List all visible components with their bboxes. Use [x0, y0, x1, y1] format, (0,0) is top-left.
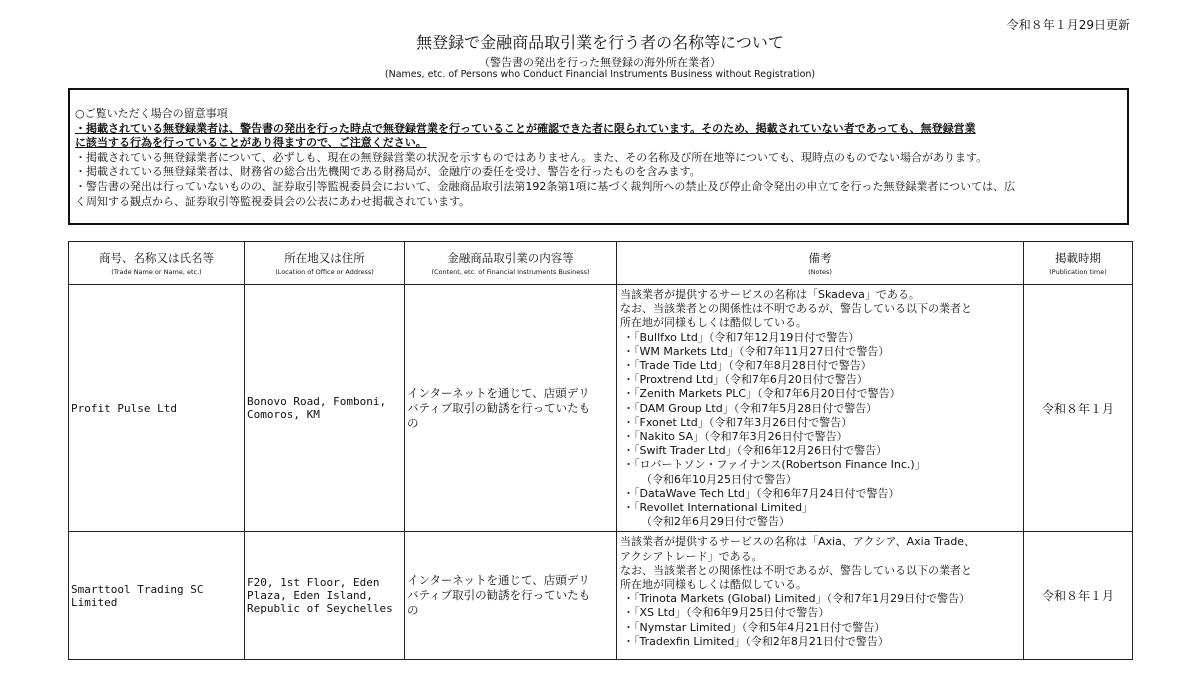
related-business-item: ・「Zenith Markets PLC」（令和7年6月20日付で警告） — [623, 387, 901, 401]
related-business-item: ・「Swift Trader Ltd」（令和6年12月26日付で警告） — [623, 444, 888, 458]
notice-box — [68, 88, 1129, 225]
page-subtitle-english: (Names, etc. of Persons who Conduct Financial Instruments Business without Registration) — [384, 69, 816, 80]
notice-line: に該当する行為を行っていることがあり得ますので、ご注意ください。 — [75, 136, 427, 150]
related-business-item: ・「WM Markets Ltd」（令和7年11月27日付で警告） — [623, 344, 890, 358]
related-business-item: ・「Bullfxo Ltd」（令和7年12月19日付で警告） — [623, 330, 860, 344]
page-title: 無登録で金融商品取引業を行う者の名称等について — [416, 33, 784, 52]
related-business-item: ・「Proxtrend Ltd」（令和7年6月20日付で警告） — [623, 373, 868, 387]
table-row — [69, 532, 1133, 660]
header-trade-name: 商号、名称又は氏名等 (Trade Name or Name, etc.) — [69, 242, 245, 285]
related-business-item: ・「Nakito SA」（令和7年3月26日付で警告） — [623, 430, 848, 444]
header-publication-time: 掲載時期 (Publication time) — [1024, 242, 1133, 285]
notice-line: ・掲載されている無登録業者は、財務省の総合出先機関である財務局が、金融庁の委任を受け、警告を行ったものを含みます。 — [75, 165, 701, 179]
related-business-item: ・「Revollet International Limited」 — [623, 501, 814, 515]
related-business-item: ・「Nymstar Limited」（令和5年4月21日付で警告） — [623, 620, 886, 634]
publication-time-cell: 令和８年１月 — [1024, 285, 1133, 532]
related-business-item: ・「Fxonet Ltd」（令和7年3月26日付で警告） — [623, 415, 853, 429]
notice-line: ・掲載されている無登録業者について、必ずしも、現在の無登録営業の状況を示すものではありません。また、その名称及び所在地等についても、現時点のものでない場合があります。 — [75, 150, 988, 164]
notes-cell: 当該業者が提供するサービスの名称は「Axia、アクシア、Axia Trade、 アクシアトレード」である。 なお、当該業者との関係性は不明であるが、警告している以下の業者と 所在地が同様もしくは酷似している。 ・「Trinota Markets (Global) Limited」（令和7年1月29日付で警告） ・「XS Ltd」（令和6年9月25日付で警告） ・「Nymstar Limited」（令和5年4月21日付で警告） ・「Tradexfin Limited」（令和2年8月21日付で警告） — [617, 532, 1024, 660]
related-business-item: ・「DataWave Tech Ltd」（令和6年7月24日付で警告） — [623, 486, 900, 500]
header-address: 所在地又は住所 (Location of Office or Address) — [245, 242, 405, 285]
trade-name-cell: Profit Pulse Ltd — [69, 285, 245, 532]
header-notes: 備考 (Notes) — [617, 242, 1024, 285]
related-business-item: ・「XS Ltd」（令和6年9月25日付で警告） — [623, 606, 830, 620]
header-content: 金融商品取引業の内容等 (Content, etc. of Financial Instruments Business) — [405, 242, 617, 285]
content-cell: インターネットを通じて、店頭デリ バティブ取引の勧誘を行っていたも の — [405, 532, 617, 660]
related-business-item: ・「Tradexfin Limited」（令和2年8月21日付で警告） — [623, 634, 889, 648]
related-business-item: ・「Trade Tide Ltd」（令和7年8月28日付で警告） — [623, 359, 872, 373]
related-business-item: ・「Trinota Markets (Global) Limited」（令和7年1月29日付で警告） — [623, 592, 971, 606]
notice-line: ・警告書の発出は行っていないものの、証券取引等監視委員会において、金融商品取引法第192条第1項に基づく裁判所への禁止及び停止命令発出の申立てを行った無登録業者については、広 — [75, 179, 1016, 193]
publication-time-cell: 令和８年１月 — [1024, 532, 1133, 660]
table-header-row — [69, 242, 1133, 285]
trade-name-cell: Smarttool Trading SC Limited — [69, 532, 245, 660]
update-date: 令和８年１月29日更新 — [1006, 18, 1130, 32]
notice-line: ・掲載されている無登録業者は、警告書の発出を行った時点で無登録営業を行っていることが確認できた者に限られています。そのため、掲載されていない者であっても、無登録営業 — [75, 121, 976, 135]
related-business-item-date: （令和6年10月25日付で警告） — [641, 472, 797, 486]
address-cell: Bonovo Road, Fomboni, Comoros, KM — [245, 285, 405, 532]
page-subtitle: （警告書の発出を行った無登録の海外所在業者） — [479, 56, 721, 69]
unregistered-business-table — [68, 241, 1133, 660]
notice-line: く周知する観点から、証券取引等監視委員会の公表にあわせ掲載されています。 — [75, 194, 471, 208]
notice-heading: ○ご覧いただく場合の留意事項 — [75, 107, 228, 120]
address-cell: F20, 1st Floor, Eden Plaza, Eden Island, Republic of Seychelles — [245, 532, 405, 660]
related-business-item-date: （令和2年6月29日付で警告） — [641, 515, 790, 529]
table-row — [69, 285, 1133, 532]
related-business-item: ・「ロバートソン・ファイナンス(Robertson Finance Inc.)」 — [623, 458, 926, 472]
notes-cell: 当該業者が提供するサービスの名称は「Skadeva」である。 なお、当該業者との関係性は不明であるが、警告している以下の業者と 所在地が同様もしくは酷似している。 ・「Bullfxo Ltd」（令和7年12月19日付で警告） ・「WM Markets Ltd」（令和7年11月27日付で警告） ・「Trade Tide Ltd」（令和7年8月28日付で警告） ・「Proxtrend Ltd」（令和7年6月20日付で警告） ・「Zenith Markets PLC」（令和7年6月20日付で警告） ・「DAM Group Ltd」（令和7年5月28日付で警告） ・「Fxonet Ltd」（令和7年3月26日付で警告） ・「Nakito SA」（令和7年3月26日付で警告） ・「Swift Trader Ltd」（令和6年12月26日付で警告） ・「ロバートソン・ファイナンス(Robertson Finance Inc.)」 （令和6年10月25日付で警告） ・「DataWave Tech Ltd」（令和6年7月24日付で警告） ・「Revollet International Limited」 （令和2年6月29日付で警告） — [617, 285, 1024, 532]
related-business-item: ・「DAM Group Ltd」（令和7年5月28日付で警告） — [623, 401, 878, 415]
content-cell: インターネットを通じて、店頭デリ バティブ取引の勧誘を行っていたも の — [405, 285, 617, 532]
